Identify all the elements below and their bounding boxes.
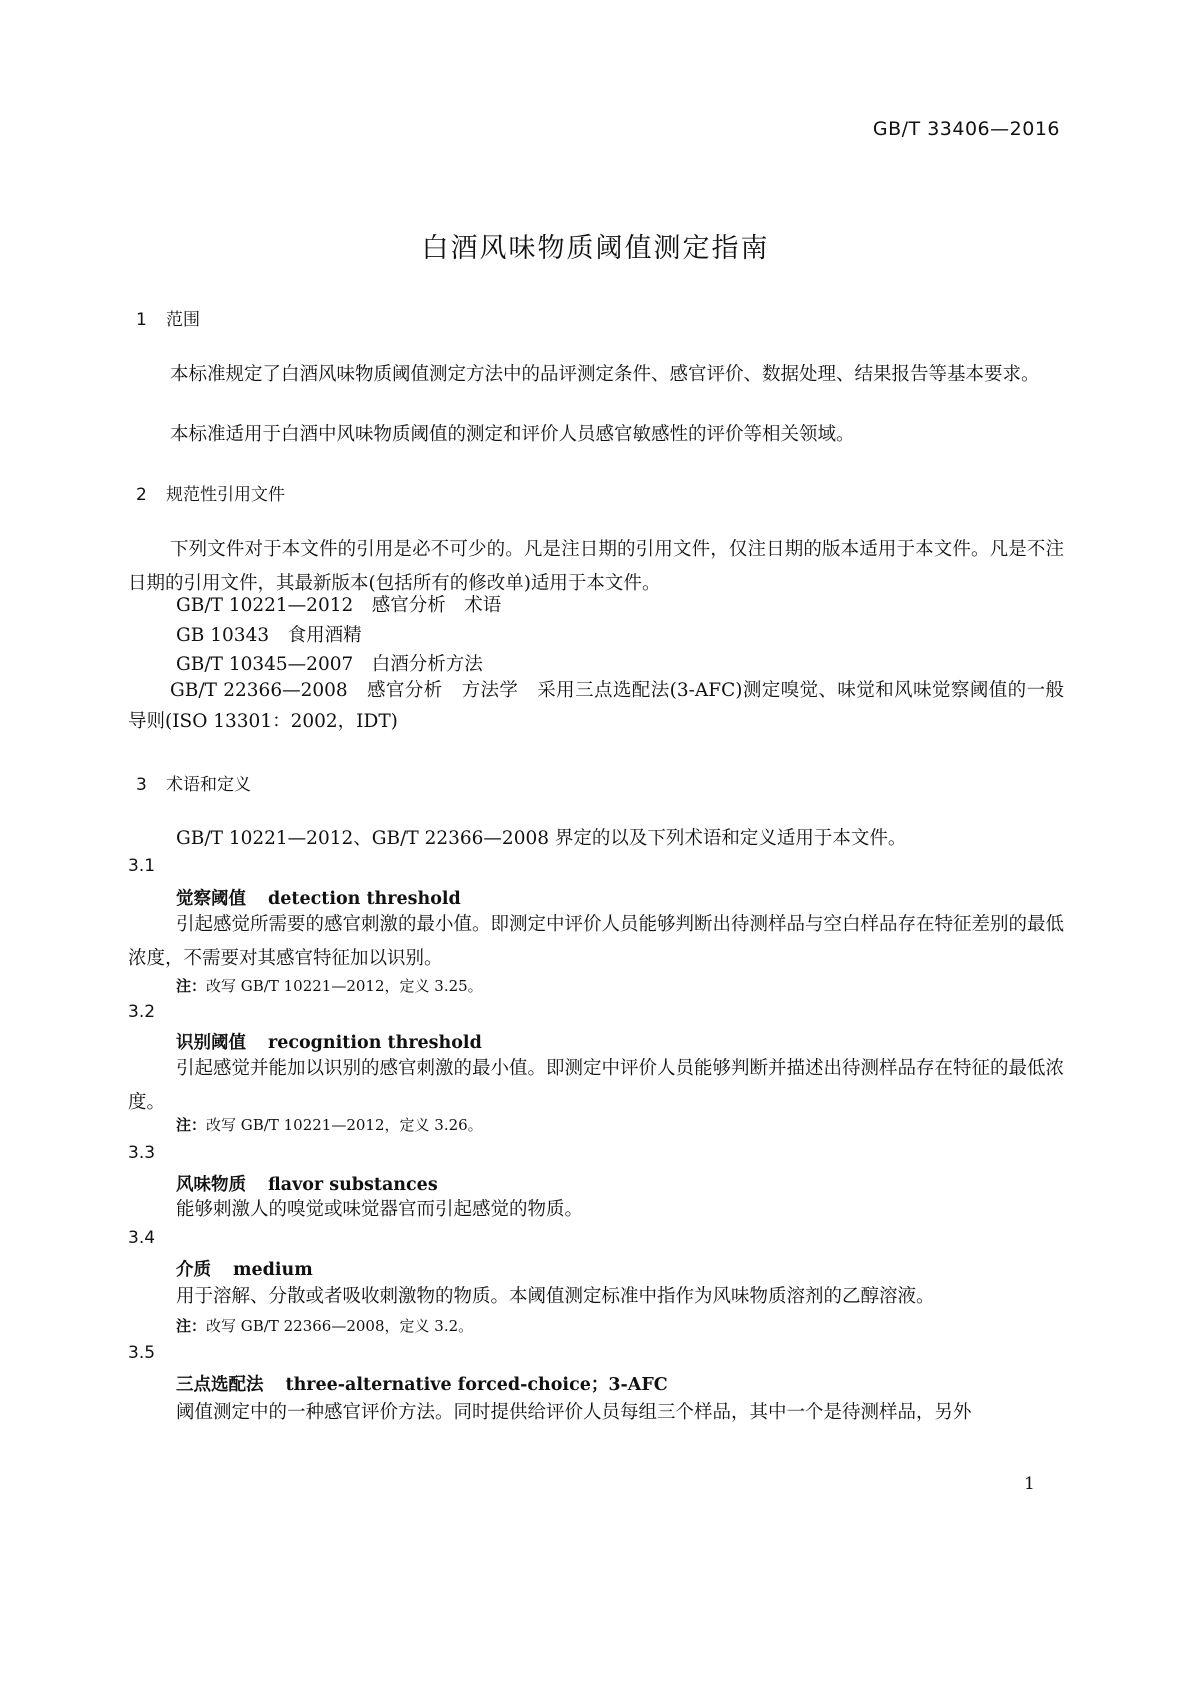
term-chinese: 三点选配法: [176, 1375, 264, 1395]
term-heading: [176, 1029, 482, 1054]
section-number: 1: [136, 310, 147, 330]
term-heading: [176, 1171, 438, 1196]
page-number: 1: [1024, 1474, 1035, 1494]
term-definition: 用于溶解、分散或者吸收刺激物的物质。本阈值测定标准中指作为风味物质溶剂的乙醇溶液。: [176, 1286, 935, 1307]
note-text: 改写 GB/T 10221—2012，定义 3.25。: [206, 977, 483, 995]
term-heading: [176, 1371, 668, 1396]
term-note: [176, 975, 483, 996]
scope-paragraph-1: 本标准规定了白酒风味物质阈值测定方法中的品评测定条件、感官评价、数据处理、结果报告等基本要求。: [170, 364, 1040, 385]
section-title: 术语和定义: [166, 775, 251, 795]
term-number: 3.3: [128, 1143, 156, 1163]
term-english: recognition threshold: [268, 1033, 482, 1053]
normative-intro: 下列文件对于本文件的引用是必不可少的。凡是注日期的引用文件，仅注日期的版本适用于本文件。凡是不注日期的引用文件，其最新版本(包括所有的修改单)适用于本文件。: [128, 539, 1064, 594]
term-note: [176, 1114, 483, 1135]
term-number: 3.4: [128, 1228, 156, 1248]
reference-item: GB/T 22366—2008 感官分析 方法学 采用三点选配法(3-AFC)测定嗅觉、味觉和风味觉察阈值的一般导则(ISO 13301：2002，IDT): [128, 680, 1064, 732]
standard-code: GB/T 33406—2016: [872, 118, 1060, 140]
section-title: 规范性引用文件: [166, 485, 285, 505]
term-heading: [176, 1256, 313, 1281]
note-text: 改写 GB/T 22366—2008，定义 3.2。: [206, 1317, 474, 1335]
terms-intro: GB/T 10221—2012、GB/T 22366—2008 界定的以及下列术语和定义适用于本文件。: [176, 828, 907, 849]
term-english: medium: [233, 1260, 313, 1280]
section-title: 范围: [166, 310, 200, 330]
term-chinese: 识别阈值: [176, 1033, 246, 1053]
reference-item: GB/T 10345—2007 白酒分析方法: [176, 654, 483, 675]
term-definition: 能够刺激人的嗅觉或味觉器官而引起感觉的物质。: [176, 1199, 584, 1220]
term-number: 3.1: [128, 856, 156, 876]
term-chinese: 介质: [176, 1260, 211, 1280]
scope-paragraph-2: 本标准适用于白酒中风味物质阈值的测定和评价人员感官敏感性的评价等相关领域。: [170, 424, 855, 445]
section-heading-scope: [136, 305, 200, 330]
term-number: 3.2: [128, 1002, 156, 1022]
note-text: 改写 GB/T 10221—2012，定义 3.26。: [206, 1116, 483, 1134]
term-chinese: 觉察阈值: [176, 889, 246, 909]
term-heading: [176, 885, 461, 910]
reference-item: GB/T 10221—2012 感官分析 术语: [176, 595, 502, 616]
term-number: 3.5: [128, 1343, 156, 1363]
term-definition: 引起感觉所需要的感官刺激的最小值。即测定中评价人员能够判断出待测样品与空白样品存在特征差别的最低浓度，不需要对其感官特征加以识别。: [128, 914, 1065, 969]
term-english: three-alternative forced-choice；3-AFC: [285, 1375, 668, 1395]
term-chinese: 风味物质: [176, 1175, 246, 1195]
note-label: 注：: [176, 1317, 207, 1335]
term-definition: 引起感觉并能加以识别的感官刺激的最小值。即测定中评价人员能够判断并描述出待测样品存在特征的最低浓度。: [128, 1058, 1065, 1113]
term-english: flavor substances: [268, 1175, 438, 1195]
section-number: 3: [136, 775, 147, 795]
section-number: 2: [136, 485, 147, 505]
term-note: [176, 1315, 473, 1336]
reference-item: GB 10343 食用酒精: [176, 625, 362, 646]
section-heading-terms: [136, 770, 251, 795]
document-title: 白酒风味物质阈值测定指南: [421, 233, 770, 264]
term-english: detection threshold: [268, 889, 461, 909]
term-definition: 阈值测定中的一种感官评价方法。同时提供给评价人员每组三个样品，其中一个是待测样品，另外: [176, 1402, 972, 1423]
note-label: 注：: [176, 977, 207, 995]
section-heading-normative: [136, 480, 285, 505]
note-label: 注：: [176, 1116, 207, 1134]
